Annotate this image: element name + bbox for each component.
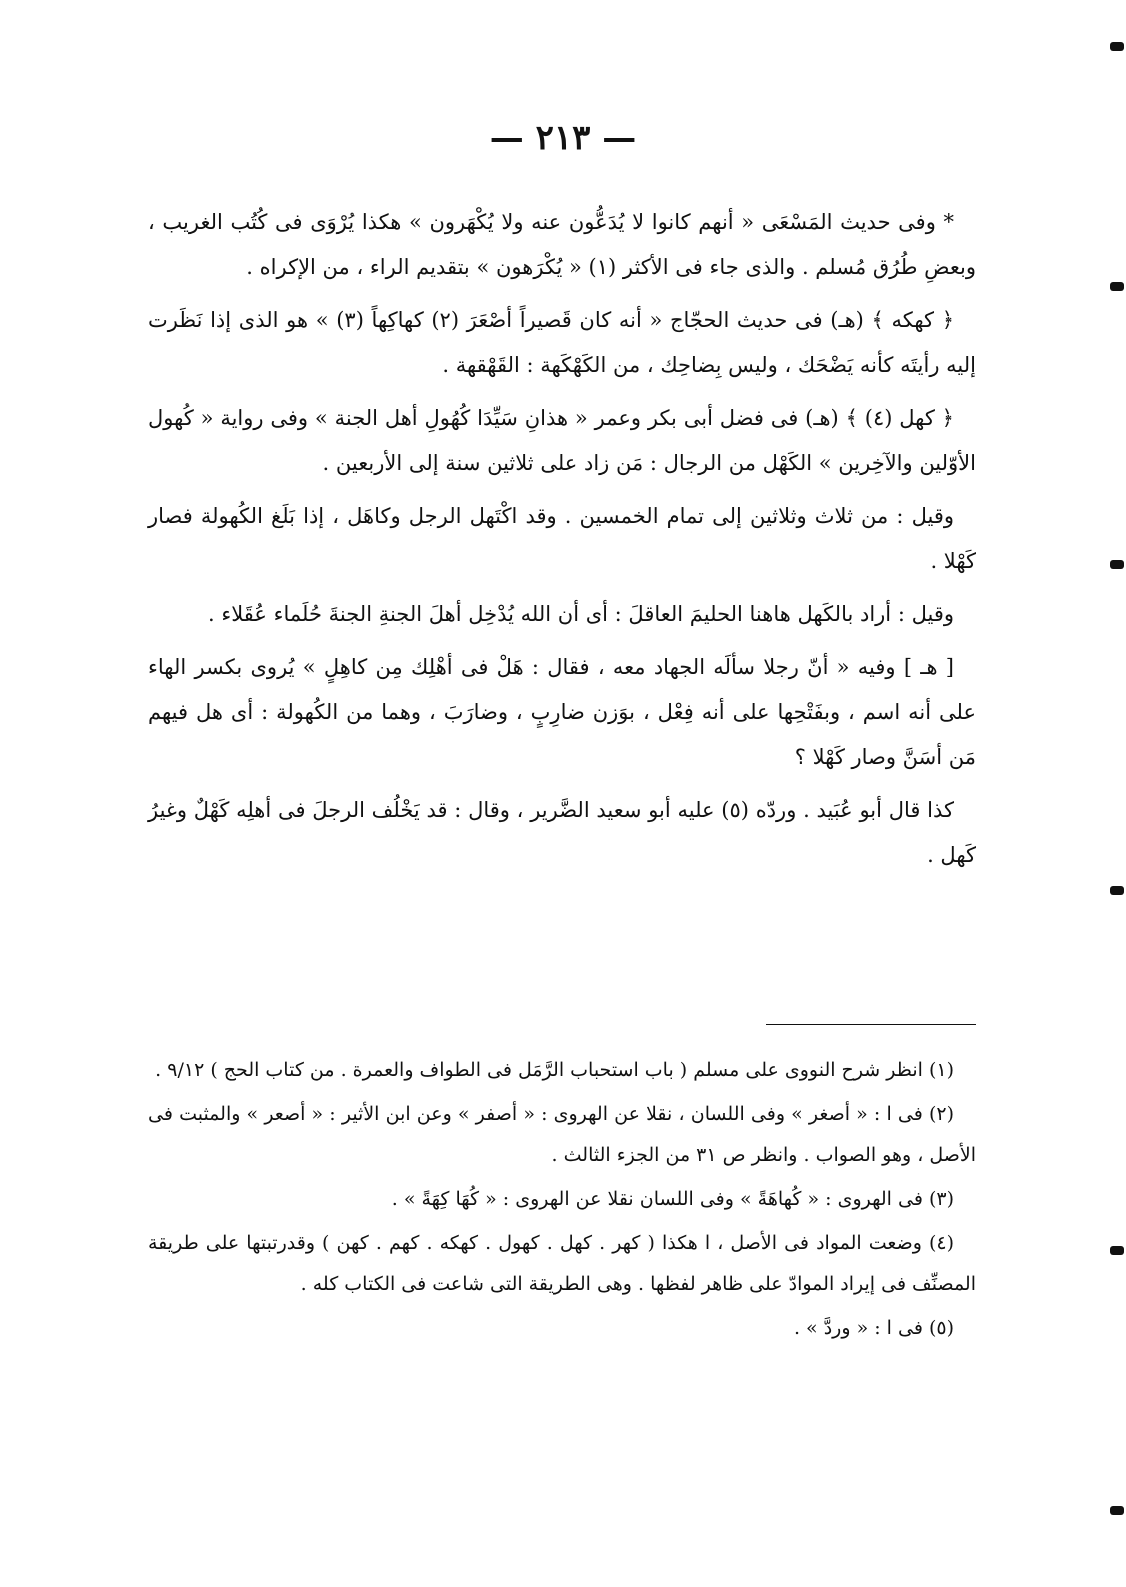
scan-edge-mark [1110,560,1124,569]
footnote: (٤) وضعت المواد فى الأصل ، ا هكذا ( كهر . كهل . كهول . كهكه . كهم . كهن ) وقدرتبتها على طريقة المصنِّف فى إيراد الموادّ على ظاهر لفظها . وهى الطريقة التى شاعت فى الكتاب كله . [148,1232,976,1295]
scan-edge-mark [1110,42,1124,51]
paragraph: كذا قال أبو عُبَيد . وردّه (٥) عليه أبو سعيد الضَّرير ، وقال : قد يَخْلُف الرجلَ فى أهلِه كَهْلٌ وغيرُ كَهل . [148,798,976,867]
footnotes [148,1050,976,1352]
paragraph: وقيل : أراد بالكَهل هاهنا الحليمَ العاقلَ : أى أن الله يُدْخِل أهلَ الجنةِ الجنةَ حُلَماء عُقَلاء . [208,602,954,626]
footnote-divider [766,1024,976,1025]
scan-edge-mark [1110,1506,1124,1515]
paragraph: ﴿ كهكه ﴾ (هـ) فى حديث الحجّاج « أنه كان قَصيراً أصْعَرَ (٢) كهاكِهاً (٣) » هو الذى إذا نَظَرت إليه رأيتَه كأنه يَضْحَك ، وليس بِضاحِك ، من الكَهْكَهة : القَهْقهة . [148,308,976,377]
page-number: — ٢١٣ — [489,118,637,158]
footnote: (١) انظر شرح النووى على مسلم ( باب استحباب الرَّمَل فى الطواف والعمرة . من كتاب الحج ) ٩/١٢ . [155,1059,954,1081]
paragraph: وقيل : من ثلاث وثلاثين إلى تمام الخمسين . وقد اكْتَهل الرجل وكاهَل ، إذا بَلَغ الكُهولة فصار كَهْلا . [148,504,976,573]
footnote: (٣) فى الهروى : « كُهاهَةً » وفى اللسان نقلا عن الهروى : « كُهَا كِهَةً » . [391,1188,954,1210]
scan-edge-mark [1110,1246,1124,1255]
footnote: (٥) فى ا : « وردَّ » . [793,1317,954,1339]
scan-edge-mark [1110,886,1124,895]
footnote: (٢) فى ا : « أصغر » وفى اللسان ، نقلا عن الهروى : « أصفر » وعن ابن الأثير : « أصعر » والمثبت فى الأصل ، وهو الصواب . وانظر ص ٣١ من الجزء الثالث . [148,1103,976,1166]
scan-edge-mark [1110,282,1124,291]
paragraph: * وفى حديث المَسْعَى « أنهم كانوا لا يُدَعُّون عنه ولا يُكْهَرون » هكذا يُرْوَى فى كُتُب الغريب ، وبعضِ طُرُق مُسلم . والذى جاء فى الأكثر (١) « يُكْرَهون » بتقديم الراء ، من الإكراه . [148,210,976,279]
main-text [148,200,976,886]
paragraph: [ هـ ] وفيه « أنّ رجلا سألَه الجهاد معه ، فقال : هَلْ فى أهْلِك مِن كاهِلٍ » يُروى بكسر الهاء على أنه اسم ، وبفَتْحِها على أنه فِعْل ، بوَزن ضارِبٍ ، وضارَبَ ، وهما من الكُهولة : أى هل فيهم مَن أسَنَّ وصار كَهْلا ؟ [148,655,976,769]
paragraph: ﴿ كهل (٤) ﴾ (هـ) فى فضل أبى بكر وعمر « هذانِ سَيِّدَا كُهُولِ أهل الجنة » وفى رواية « كُهول الأوّلين والآخِرين » الكَهْل من الرجال : مَن زاد على ثلاثين سنة إلى الأربعين . [148,406,976,475]
